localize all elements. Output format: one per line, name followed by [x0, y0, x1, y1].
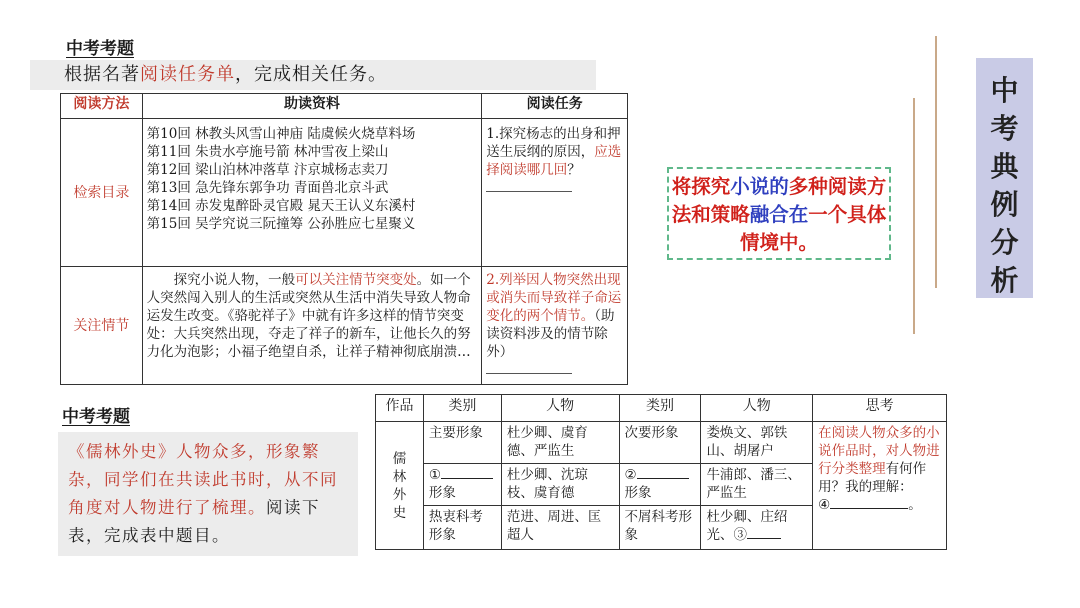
top-heading: 中考考题	[66, 39, 134, 59]
chapter-line: 第14回 赤发鬼醉卧灵官殿 晁天王认义东溪村	[146, 198, 416, 214]
category-cell: 热衷科考形象	[423, 506, 501, 550]
chapter-line: 第15回 吴学究说三阮撞筹 公孙胜应七星聚义	[146, 216, 416, 232]
answer-number: ①	[428, 467, 442, 483]
header-category: 类别	[619, 395, 701, 422]
people-cell: 牛浦郎、潘三、严监生	[701, 464, 813, 506]
answer-number: ③	[733, 527, 747, 543]
side-title-char: 分	[990, 226, 1019, 259]
question-highlight: 《儒林外史》人物众多，形象繁杂，同学们在共读此书时，从不同角度对人物进行了梳理。	[68, 442, 338, 517]
instruction-highlight: 阅读任务单	[140, 64, 235, 85]
category-cell: 不屑科考形象	[619, 506, 701, 550]
thinking-highlight: 在阅读人物众多的小说作品时，对人物进行分类整理	[818, 425, 940, 477]
header-task: 阅读任务	[482, 94, 628, 119]
chapter-line: 第12回 梁山泊林冲落草 汴京城杨志卖刀	[146, 162, 389, 178]
header-materials: 助读资料	[142, 94, 482, 119]
thinking-end: 。	[908, 497, 922, 513]
callout-text: 多种阅读方法和策略	[671, 175, 887, 226]
work-title: 儒林外史	[392, 450, 407, 521]
answer-blank[interactable]	[441, 466, 493, 479]
instruction-prefix: 根据名著	[64, 64, 140, 85]
chapter-line: 第10回 林教头风雪山神庙 陆虞候火烧草料场	[146, 126, 416, 142]
task-end: ？	[567, 162, 581, 178]
answer-blank[interactable]	[637, 466, 689, 479]
character-table	[375, 394, 947, 550]
material-text: 探究小说人物，一般	[173, 272, 296, 288]
question-text	[58, 432, 358, 556]
method-cell: 检索目录	[61, 119, 143, 267]
thinking-text: 有何作用？我的理解：	[818, 461, 927, 495]
work-title-cell	[376, 422, 424, 550]
people-cell: 范进、周进、匡超人	[501, 506, 619, 550]
bottom-heading: 中考考题	[62, 407, 130, 427]
task-cell	[482, 267, 628, 385]
materials-cell	[142, 267, 482, 385]
category-suffix: 形象	[624, 485, 652, 501]
category-cell: 主要形象	[423, 422, 501, 464]
divider-line	[935, 36, 937, 288]
callout-highlight: 小说的	[730, 175, 789, 198]
chapter-line: 第11回 朱贵水亭施号箭 林冲雪夜上梁山	[146, 144, 389, 160]
side-title	[976, 58, 1033, 298]
materials-cell	[142, 119, 482, 267]
callout-highlight: 融合在	[749, 203, 809, 226]
task-text: （助读资料涉及的情节除外）	[486, 308, 615, 360]
side-title-char: 中	[990, 74, 1019, 107]
category-cell	[619, 464, 701, 506]
answer-blank[interactable]	[486, 361, 572, 374]
material-highlight: 可以关注情节突变处	[295, 272, 417, 288]
reading-task-table	[60, 93, 628, 385]
thinking-cell	[813, 422, 947, 550]
header-category: 类别	[423, 395, 501, 422]
category-cell: 次要形象	[619, 422, 701, 464]
divider-line	[913, 98, 915, 334]
material-text: 。如一个人突然闯入别人的生活或突然从生活中消失导致人物命运发生改变。《骆驼祥子》中就有许多这样的情节突变处：大兵突然出现，夺走了祥子的新车，让他长久的努力化为泡影；小福子绝望自杀，让祥子精神彻底崩溃…	[146, 272, 471, 360]
method-cell: 关注情节	[61, 267, 143, 385]
category-cell	[423, 464, 501, 506]
table-header-row	[376, 395, 947, 422]
people-cell: 杜少卿、沈琼枝、虞育德	[501, 464, 619, 506]
header-method: 阅读方法	[61, 94, 143, 119]
people-cell: 杜少卿、虞育德、严监生	[501, 422, 619, 464]
side-title-char: 析	[990, 264, 1019, 297]
chapter-line: 第13回 急先锋东郭争功 青面兽北京斗武	[146, 180, 389, 196]
task-cell	[482, 119, 628, 267]
task-text: 1.探究杨志的出身和押送生辰纲的原因，	[486, 126, 621, 160]
instruction-suffix: ，完成相关任务。	[235, 64, 387, 85]
header-people: 人物	[501, 395, 619, 422]
side-title-char: 典	[990, 150, 1019, 183]
category-suffix: 形象	[428, 485, 456, 501]
side-title-char: 考	[990, 112, 1019, 145]
task-highlight: 2.列举因人物突然出现或消失而导致祥子命运变化的两个情节。	[486, 272, 622, 324]
instruction-bar	[30, 60, 596, 90]
answer-number: ②	[624, 467, 637, 483]
table-row	[61, 267, 628, 385]
answer-blank[interactable]	[830, 496, 908, 509]
people-text: 杜少卿、庄绍光、	[706, 509, 788, 543]
strategy-callout	[667, 167, 891, 260]
answer-blank[interactable]	[747, 526, 781, 539]
answer-number: ④	[818, 497, 831, 513]
callout-text: 一个具体情境中。	[739, 203, 887, 254]
task-highlight: 应选择阅读哪几回	[486, 144, 622, 178]
people-cell: 娄焕文、郭铁山、胡屠户	[701, 422, 813, 464]
table-header-row	[61, 94, 628, 119]
header-work: 作品	[376, 395, 424, 422]
header-thinking: 思考	[813, 395, 947, 422]
table-row	[61, 119, 628, 267]
people-cell	[701, 506, 813, 550]
side-title-char: 例	[990, 188, 1019, 221]
callout-text: 将探究	[671, 175, 731, 198]
table-row	[376, 422, 947, 464]
answer-blank[interactable]	[486, 179, 572, 192]
question-instruction: 阅读下表，完成表中题目。	[68, 498, 320, 545]
header-people: 人物	[701, 395, 813, 422]
